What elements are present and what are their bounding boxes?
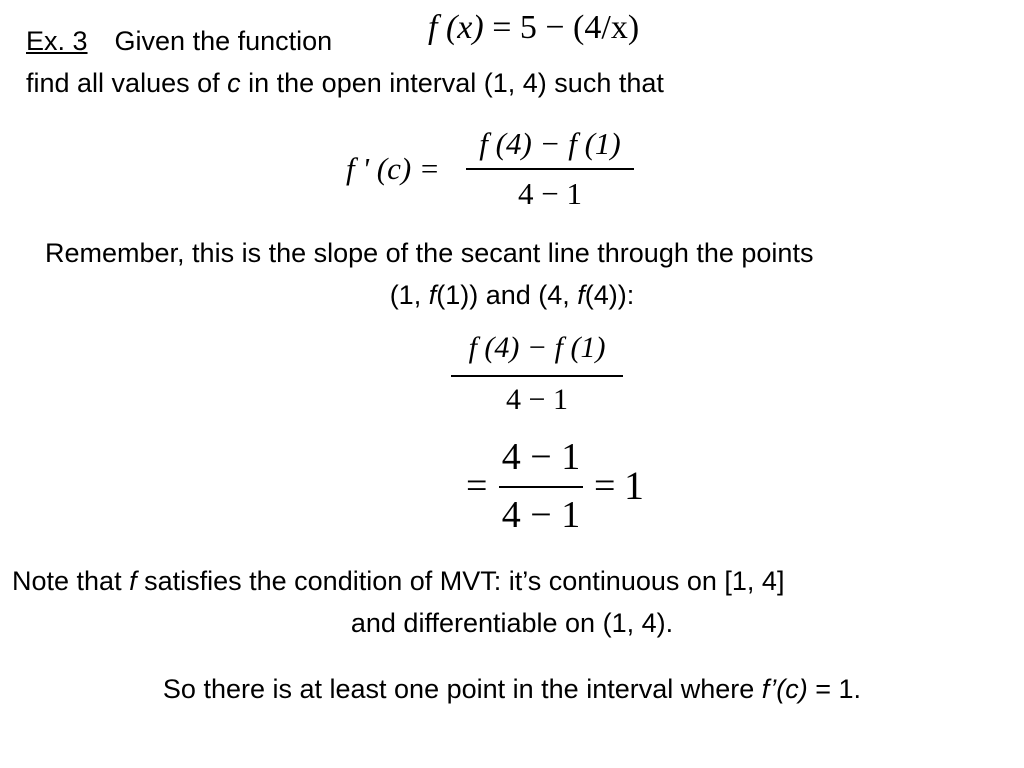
function-definition (428, 11, 639, 45)
mvt-numerator: f (4) − f (1) (479, 126, 621, 161)
given-text: Given the function (114, 26, 333, 56)
instruction-text-b: in the open interval (1, 4) such that (240, 68, 664, 98)
example-title-line (26, 28, 332, 55)
conclusion-text-a: So there is at least one point in the interval where (162, 674, 762, 704)
instruction-line (26, 70, 664, 97)
slope-denominator: 4 − 1 (506, 383, 568, 416)
slope-value-denominator: 4 − 1 (501, 494, 581, 536)
slope-value-numerator: 4 − 1 (501, 436, 581, 478)
remember-line2 (0, 282, 1024, 309)
note-text-a: Note that (12, 566, 130, 596)
slope-eq1: = (466, 465, 488, 507)
function-rhs: 5 − (4/x) (519, 9, 640, 46)
note-line1 (12, 568, 784, 595)
mvt-fraction-bar (466, 168, 634, 170)
function-eq: = (492, 9, 512, 46)
slope-eq2: = (594, 465, 616, 507)
mvt-denominator: 4 − 1 (518, 176, 582, 211)
function-lhs: f (x) (428, 9, 484, 46)
mvt-fraction (466, 128, 634, 214)
note-line2: and differentiable on (1, 4). (350, 608, 674, 638)
conclusion-line (0, 676, 1024, 703)
note-text-b: satisfies the condition of MVT: it’s continuous on [1, 4] (136, 566, 785, 596)
slope-fraction (451, 333, 623, 417)
mvt-lhs: f ' (c) = (346, 151, 440, 186)
note-f: f (129, 566, 137, 596)
instruction-text-a: find all values of (26, 68, 228, 98)
remember-f2: f (577, 280, 585, 310)
remember-line1: Remember, this is the slope of the secant line through the points (45, 238, 814, 268)
conclusion-text-b: = 1. (807, 674, 862, 704)
slope-numerator: f (4) − f (1) (468, 331, 606, 364)
remember-text-a: (1, (389, 280, 429, 310)
slope-value-fraction (499, 438, 583, 538)
remember-text-b: (1)) and (4, (436, 280, 578, 310)
conclusion-fc: f’(c) (761, 674, 808, 704)
variable-c: c (227, 68, 241, 98)
remember-text-c: (4)): (584, 280, 635, 310)
example-label: Ex. 3 (26, 26, 88, 56)
slope-value-fraction-bar (499, 486, 583, 488)
remember-f1: f (428, 280, 437, 310)
slope-result: 1 (624, 463, 644, 508)
slope-fraction-bar (451, 375, 623, 377)
